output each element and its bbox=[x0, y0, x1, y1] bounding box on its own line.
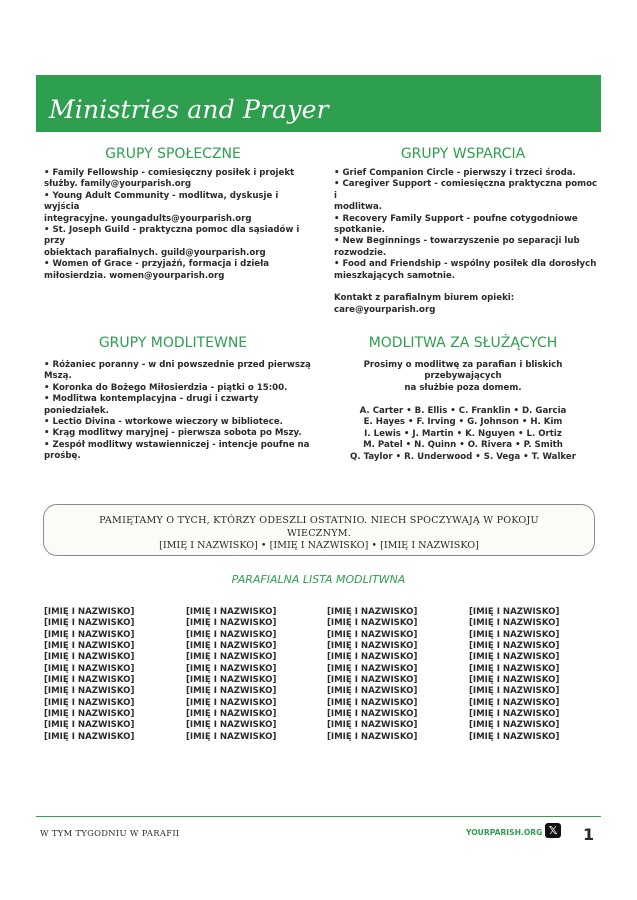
list-line: obiektach parafialnych. guild@yourparish.org bbox=[44, 247, 266, 258]
list-line: • St. Joseph Guild - praktyczna pomoc dla sąsiadów i bbox=[44, 225, 300, 236]
list-item: [IMIĘ I NAZWISKO] bbox=[44, 618, 135, 629]
list-line: • Caregiver Support - comiesięczna praktyczna pomoc i bbox=[334, 179, 601, 201]
list-line: spotkanie. bbox=[334, 225, 385, 236]
list-line: • Recovery Family Support - poufne cotygodniowe bbox=[334, 213, 578, 224]
serving-names-line: M. Patel • N. Quinn • O. Rivera • P. Smith bbox=[363, 440, 563, 451]
list-item: [IMIĘ I NAZWISKO] bbox=[469, 675, 560, 686]
serving-names bbox=[334, 406, 592, 463]
list-item: [IMIĘ I NAZWISKO] bbox=[327, 629, 418, 640]
list-item: [IMIĘ I NAZWISKO] bbox=[44, 731, 135, 742]
list-item: [IMIĘ I NAZWISKO] bbox=[469, 607, 560, 617]
serving-names-line: A. Carter • B. Ellis • C. Franklin • D. Garcia bbox=[359, 406, 567, 416]
list-item: [IMIĘ I NAZWISKO] bbox=[327, 675, 418, 686]
list-item: [IMIĘ I NAZWISKO] bbox=[44, 709, 135, 720]
memorial-names: [IMIĘ I NAZWISKO] • [IMIĘ I NAZWISKO] • [IMIĘ I NAZWISKO] bbox=[159, 540, 479, 551]
list-item: [IMIĘ I NAZWISKO] bbox=[469, 686, 560, 697]
list-item: [IMIĘ I NAZWISKO] bbox=[327, 697, 418, 708]
list-item: [IMIĘ I NAZWISKO] bbox=[44, 720, 135, 731]
list-item: [IMIĘ I NAZWISKO] bbox=[469, 629, 560, 640]
section-title-social-groups: GRUPY SPOŁECZNE bbox=[105, 146, 241, 162]
list-item: [IMIĘ I NAZWISKO] bbox=[44, 663, 135, 674]
list-line: • Różaniec poranny - w dni powszednie przed pierwszą bbox=[44, 360, 311, 370]
list-item: [IMIĘ I NAZWISKO] bbox=[469, 709, 560, 720]
list-item: [IMIĘ I NAZWISKO] bbox=[186, 607, 277, 617]
list-line: • Zespół modlitwy wstawienniczej - intencje poufne na bbox=[44, 439, 310, 450]
list-item: [IMIĘ I NAZWISKO] bbox=[44, 686, 135, 697]
list-item: [IMIĘ I NAZWISKO] bbox=[186, 675, 277, 686]
list-line: prośbę. bbox=[44, 451, 81, 462]
list-item: [IMIĘ I NAZWISKO] bbox=[327, 720, 418, 731]
list-line bbox=[334, 282, 599, 293]
list-item: [IMIĘ I NAZWISKO] bbox=[186, 709, 277, 720]
list-item: [IMIĘ I NAZWISKO] bbox=[44, 629, 135, 640]
prayer-list-column-1 bbox=[44, 607, 134, 743]
footer-caption: W TYM TYGODNIU W PARAFII bbox=[40, 828, 180, 838]
list-line: • Young Adult Community - modlitwa, dyskusje i wyjścia bbox=[44, 190, 282, 213]
list-item: [IMIĘ I NAZWISKO] bbox=[469, 652, 560, 663]
serving-intro-line: przebywających bbox=[424, 371, 502, 382]
list-line: rozwodzie. bbox=[334, 247, 387, 258]
list-item: [IMIĘ I NAZWISKO] bbox=[186, 720, 277, 731]
list-item: [IMIĘ I NAZWISKO] bbox=[186, 652, 277, 663]
list-item: [IMIĘ I NAZWISKO] bbox=[469, 663, 560, 674]
page-title: Ministries and Prayer bbox=[49, 95, 329, 124]
serving-intro bbox=[334, 360, 592, 394]
list-item: [IMIĘ I NAZWISKO] bbox=[186, 629, 277, 640]
list-line: służby. family@yourparish.org bbox=[44, 179, 192, 190]
prayer-groups-list bbox=[44, 360, 314, 463]
list-line: poniedziałek. bbox=[44, 405, 109, 416]
prayer-list-title: PARAFIALNA LISTA MODLITWNA bbox=[231, 573, 406, 586]
list-line: • New Beginnings - towarzyszenie po separacji lub bbox=[334, 236, 580, 247]
list-item: [IMIĘ I NAZWISKO] bbox=[44, 607, 135, 617]
list-item: [IMIĘ I NAZWISKO] bbox=[44, 697, 135, 708]
serving-names-line: Q. Taylor • R. Underwood • S. Vega • T. Walker bbox=[350, 451, 576, 462]
list-line: • Grief Companion Circle - pierwszy i trzeci środa. bbox=[334, 168, 576, 178]
memorial-text: PAMIĘTAMY O TYCH, KTÓRZY ODESZLI OSTATNIO. NIECH SPOCZYWAJĄ W POKOJU WIECZNYM. bbox=[99, 515, 539, 539]
page-number: 1 bbox=[583, 825, 595, 844]
list-item: [IMIĘ I NAZWISKO] bbox=[327, 663, 418, 674]
list-line: • Lectio Divina - wtorkowe wieczory w bibliotece. bbox=[44, 417, 283, 428]
list-item: [IMIĘ I NAZWISKO] bbox=[186, 731, 277, 742]
memorial-box bbox=[43, 504, 595, 556]
list-item: [IMIĘ I NAZWISKO] bbox=[186, 686, 277, 697]
list-item: [IMIĘ I NAZWISKO] bbox=[44, 652, 135, 663]
list-item: [IMIĘ I NAZWISKO] bbox=[327, 652, 418, 663]
list-line: • Women of Grace - przyjaźń, formacja i dzieła bbox=[44, 259, 270, 270]
list-line: Mszą. bbox=[44, 371, 72, 382]
footer-website-link[interactable]: YOURPARISH.ORG bbox=[466, 828, 543, 837]
list-item: [IMIĘ I NAZWISKO] bbox=[469, 720, 560, 731]
list-line: mieszkających samotnie. bbox=[334, 270, 456, 281]
social-groups-list bbox=[44, 168, 314, 282]
list-item: [IMIĘ I NAZWISKO] bbox=[186, 663, 277, 674]
list-item: [IMIĘ I NAZWISKO] bbox=[469, 697, 560, 708]
list-line: miłosierdzia. women@yourparish.org bbox=[44, 270, 225, 281]
list-line: przy bbox=[44, 236, 65, 247]
list-item: [IMIĘ I NAZWISKO] bbox=[469, 618, 560, 629]
list-item: [IMIĘ I NAZWISKO] bbox=[44, 675, 135, 686]
section-title-support-groups: GRUPY WSPARCIA bbox=[400, 146, 526, 162]
list-line: modlitwa. bbox=[334, 202, 383, 213]
list-line: • Krąg modlitwy maryjnej - pierwsza sobota po Mszy. bbox=[44, 428, 302, 439]
serving-intro-line: na służbie poza domem. bbox=[404, 382, 522, 393]
serving-intro-line: Prosimy o modlitwę za parafian i bliskich bbox=[363, 360, 563, 370]
page-banner bbox=[36, 75, 601, 132]
list-line: • Food and Friendship - wspólny posiłek dla dorosłych bbox=[334, 259, 597, 270]
list-line: • Modlitwa kontemplacyjna - drugi i czwarty bbox=[44, 394, 259, 405]
x-logo-icon[interactable]: 𝕏 bbox=[545, 823, 561, 838]
list-item: [IMIĘ I NAZWISKO] bbox=[186, 641, 277, 652]
prayer-list-column-4 bbox=[469, 607, 559, 743]
list-item: [IMIĘ I NAZWISKO] bbox=[469, 641, 560, 652]
list-item: [IMIĘ I NAZWISKO] bbox=[327, 641, 418, 652]
list-line: • Koronka do Bożego Miłosierdzia - piątki o 15:00. bbox=[44, 382, 288, 393]
list-item: [IMIĘ I NAZWISKO] bbox=[469, 731, 560, 742]
list-item: [IMIĘ I NAZWISKO] bbox=[327, 709, 418, 720]
list-item: [IMIĘ I NAZWISKO] bbox=[327, 607, 418, 617]
list-line: integracyjne. youngadults@yourparish.org bbox=[44, 213, 252, 224]
list-line: Kontakt z parafialnym biurem opieki: bbox=[334, 293, 515, 304]
footer-divider bbox=[36, 816, 601, 817]
list-item: [IMIĘ I NAZWISKO] bbox=[327, 686, 418, 697]
serving-names-line: I. Lewis • J. Martin • K. Nguyen • L. Ortiz bbox=[364, 428, 562, 439]
list-item: [IMIĘ I NAZWISKO] bbox=[186, 697, 277, 708]
support-groups-list bbox=[334, 168, 599, 316]
list-item: [IMIĘ I NAZWISKO] bbox=[327, 731, 418, 742]
list-line: • Family Fellowship - comiesięczny posiłek i projekt bbox=[44, 168, 295, 178]
list-item: [IMIĘ I NAZWISKO] bbox=[44, 641, 135, 652]
list-item: [IMIĘ I NAZWISKO] bbox=[186, 618, 277, 629]
list-line: care@yourparish.org bbox=[334, 304, 436, 315]
serving-names-line: E. Hayes • F. Irving • G. Johnson • H. Kim bbox=[363, 417, 563, 428]
section-title-prayer-groups: GRUPY MODLITEWNE bbox=[98, 335, 248, 351]
prayer-list-column-2 bbox=[186, 607, 276, 743]
list-item: [IMIĘ I NAZWISKO] bbox=[327, 618, 418, 629]
section-title-serving: MODLITWA ZA SŁUŻĄCYCH bbox=[368, 335, 558, 351]
prayer-list-column-3 bbox=[327, 607, 417, 743]
